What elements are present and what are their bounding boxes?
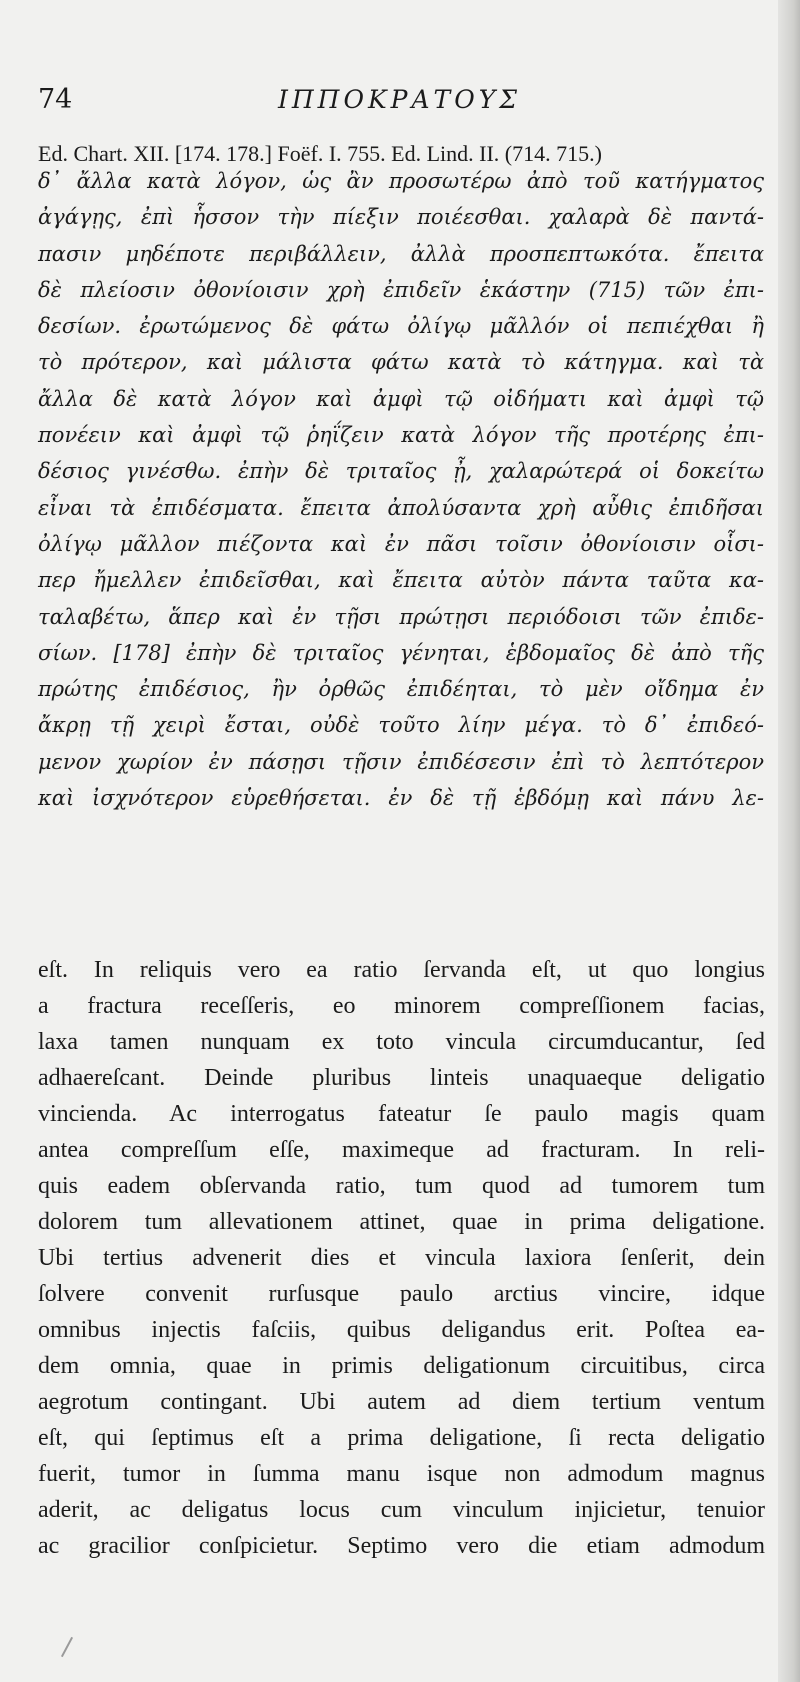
- latin-text-line: Ubi tertius advenerit dies et vincula laxiora ſenſerit, dein: [38, 1245, 765, 1271]
- latin-text-line: aegrotum contingant. Ubi autem ad diem tertium ventum: [38, 1389, 765, 1415]
- page-header: [38, 82, 758, 122]
- latin-text-line: ac gracilior conſpicietur. Septimo vero die etiam admodum: [38, 1533, 765, 1559]
- greek-text-line: περ ἤμελλεν ἐπιδεῖσθαι, καὶ ἔπειτα αὐτὸν πάντα ταῦτα κα-: [38, 568, 764, 593]
- latin-text-line: adhaereſcant. Deinde pluribus linteis unaquaeque deligatio: [38, 1065, 765, 1091]
- greek-text-line: πασιν μηδέποτε περιβάλλειν, ἀλλὰ προσπεπτωκότα. ἔπειτα: [38, 241, 764, 266]
- latin-text-line: dolorem tum allevationem attinet, quae in prima deligatione.: [38, 1209, 765, 1235]
- latin-text-line: eſt. In reliquis vero ea ratio ſervanda eſt, ut quo longius: [38, 957, 765, 983]
- greek-text-line: πονέειν καὶ ἀμφὶ τῷ ῥηΐζειν κατὰ λόγον τῆς προτέρης ἐπι-: [38, 423, 764, 448]
- greek-text-line: δεσίων. ἐρωτώμενος δὲ φάτω ὀλίγῳ μᾶλλόν οἱ πεπιέχθαι ἢ: [38, 314, 764, 339]
- latin-text-line: vincienda. Ac interrogatus fateatur ſe paulo magis quam: [38, 1101, 765, 1127]
- greek-text-block: [38, 163, 764, 816]
- edition-references: Ed. Chart. XII. [174. 178.] Foëf. I. 755. Ed. Lind. II. (714. 715.): [38, 141, 602, 166]
- page-number: 74: [38, 84, 73, 115]
- latin-text-line: antea compreſſum eſſe, maximeque ad fracturam. In reli-: [38, 1137, 765, 1163]
- latin-text-line: dem omnia, quae in primis deligationum circuitibus, circa: [38, 1353, 765, 1379]
- greek-text-line: δ᾽ ἄλλα κατὰ λόγον, ὡς ἂν προσωτέρω ἀπὸ τοῦ κατήγματος: [38, 169, 764, 193]
- latin-text-line: quis eadem obſervanda ratio, tum quod ad tumorem tum: [38, 1173, 765, 1199]
- page-spine-edge: [778, 0, 800, 1682]
- stray-pencil-mark: [61, 1637, 73, 1657]
- latin-text-block: [38, 952, 765, 1564]
- greek-text-line: δὲ πλείοσιν ὀθονίοισιν χρὴ ἐπιδεῖν ἑκάστην (715) τῶν ἐπι-: [38, 277, 764, 302]
- latin-text-line: fuerit, tumor in ſumma manu isque non admodum magnus: [38, 1461, 765, 1487]
- greek-text-line: εἶναι τὰ ἐπιδέσματα. ἔπειτα ἀπολύσαντα χρὴ αὖθις ἐπιδῆσαι: [38, 495, 764, 520]
- latin-text-line: a fractura receſſeris, eo minorem compreſſionem facias,: [38, 993, 765, 1019]
- greek-text-line: πρώτης ἐπιδέσιος, ἢν ὀρθῶς ἐπιδέηται, τὸ μὲν οἴδημα ἐν: [38, 677, 764, 702]
- running-title: ΙΠΠΟΚΡΑΤΟΥΣ: [278, 85, 521, 114]
- latin-text-line: ſolvere convenit rurſusque paulo arctius vincire, idque: [38, 1281, 765, 1307]
- greek-text-line: ταλαβέτω, ἅπερ καὶ ἐν τῇσι πρώτῃσι περιόδοισι τῶν ἐπιδε-: [38, 604, 764, 629]
- latin-text-line: eſt, qui ſeptimus eſt a prima deligatione, ſi recta deligatio: [38, 1425, 765, 1451]
- greek-text-line: σίων. [178] ἐπὴν δὲ τριταῖος γένηται, ἑβδομαῖος δὲ ἀπὸ τῆς: [38, 640, 764, 665]
- greek-text-line: ὀλίγῳ μᾶλλον πιέζοντα καὶ ἐν πᾶσι τοῖσιν ὀθονίοισιν οἷσι-: [38, 531, 764, 556]
- greek-text-line: δέσιος γινέσθω. ἐπὴν δὲ τριταῖος ᾖ, χαλαρώτερά οἱ δοκείτω: [38, 459, 764, 484]
- latin-text-line: omnibus injectis faſciis, quibus deligandus erit. Poſtea ea-: [38, 1317, 765, 1343]
- greek-text-line: ἀγάγῃς, ἐπὶ ἧσσον τὴν πίεξιν ποιέεσθαι. χαλαρὰ δὲ παντά-: [38, 205, 764, 230]
- greek-text-line: καὶ ἰσχνότερον εὑρεθήσεται. ἐν δὲ τῇ ἑβδόμῃ καὶ πάνυ λε-: [38, 786, 764, 811]
- latin-text-line: aderit, ac deligatus locus cum vinculum injicietur, tenuior: [38, 1497, 765, 1523]
- greek-text-line: ἄκρῃ τῇ χειρὶ ἔσται, οὐδὲ τοῦτο λίην μέγα. τὸ δ᾽ ἐπιδεό-: [38, 713, 764, 738]
- greek-text-line: τὸ πρότερον, καὶ μάλιστα φάτω κατὰ τὸ κάτηγμα. καὶ τὰ: [38, 350, 764, 375]
- latin-text-line: laxa tamen nunquam ex toto vincula circumducantur, ſed: [38, 1029, 765, 1055]
- greek-text-line: ἄλλα δὲ κατὰ λόγον καὶ ἀμφὶ τῷ οἰδήματι καὶ ἀμφὶ τῷ: [38, 386, 764, 411]
- greek-text-line: μενον χωρίον ἐν πάσῃσι τῇσιν ἐπιδέσεσιν ἐπὶ τὸ λεπτότερον: [38, 749, 764, 774]
